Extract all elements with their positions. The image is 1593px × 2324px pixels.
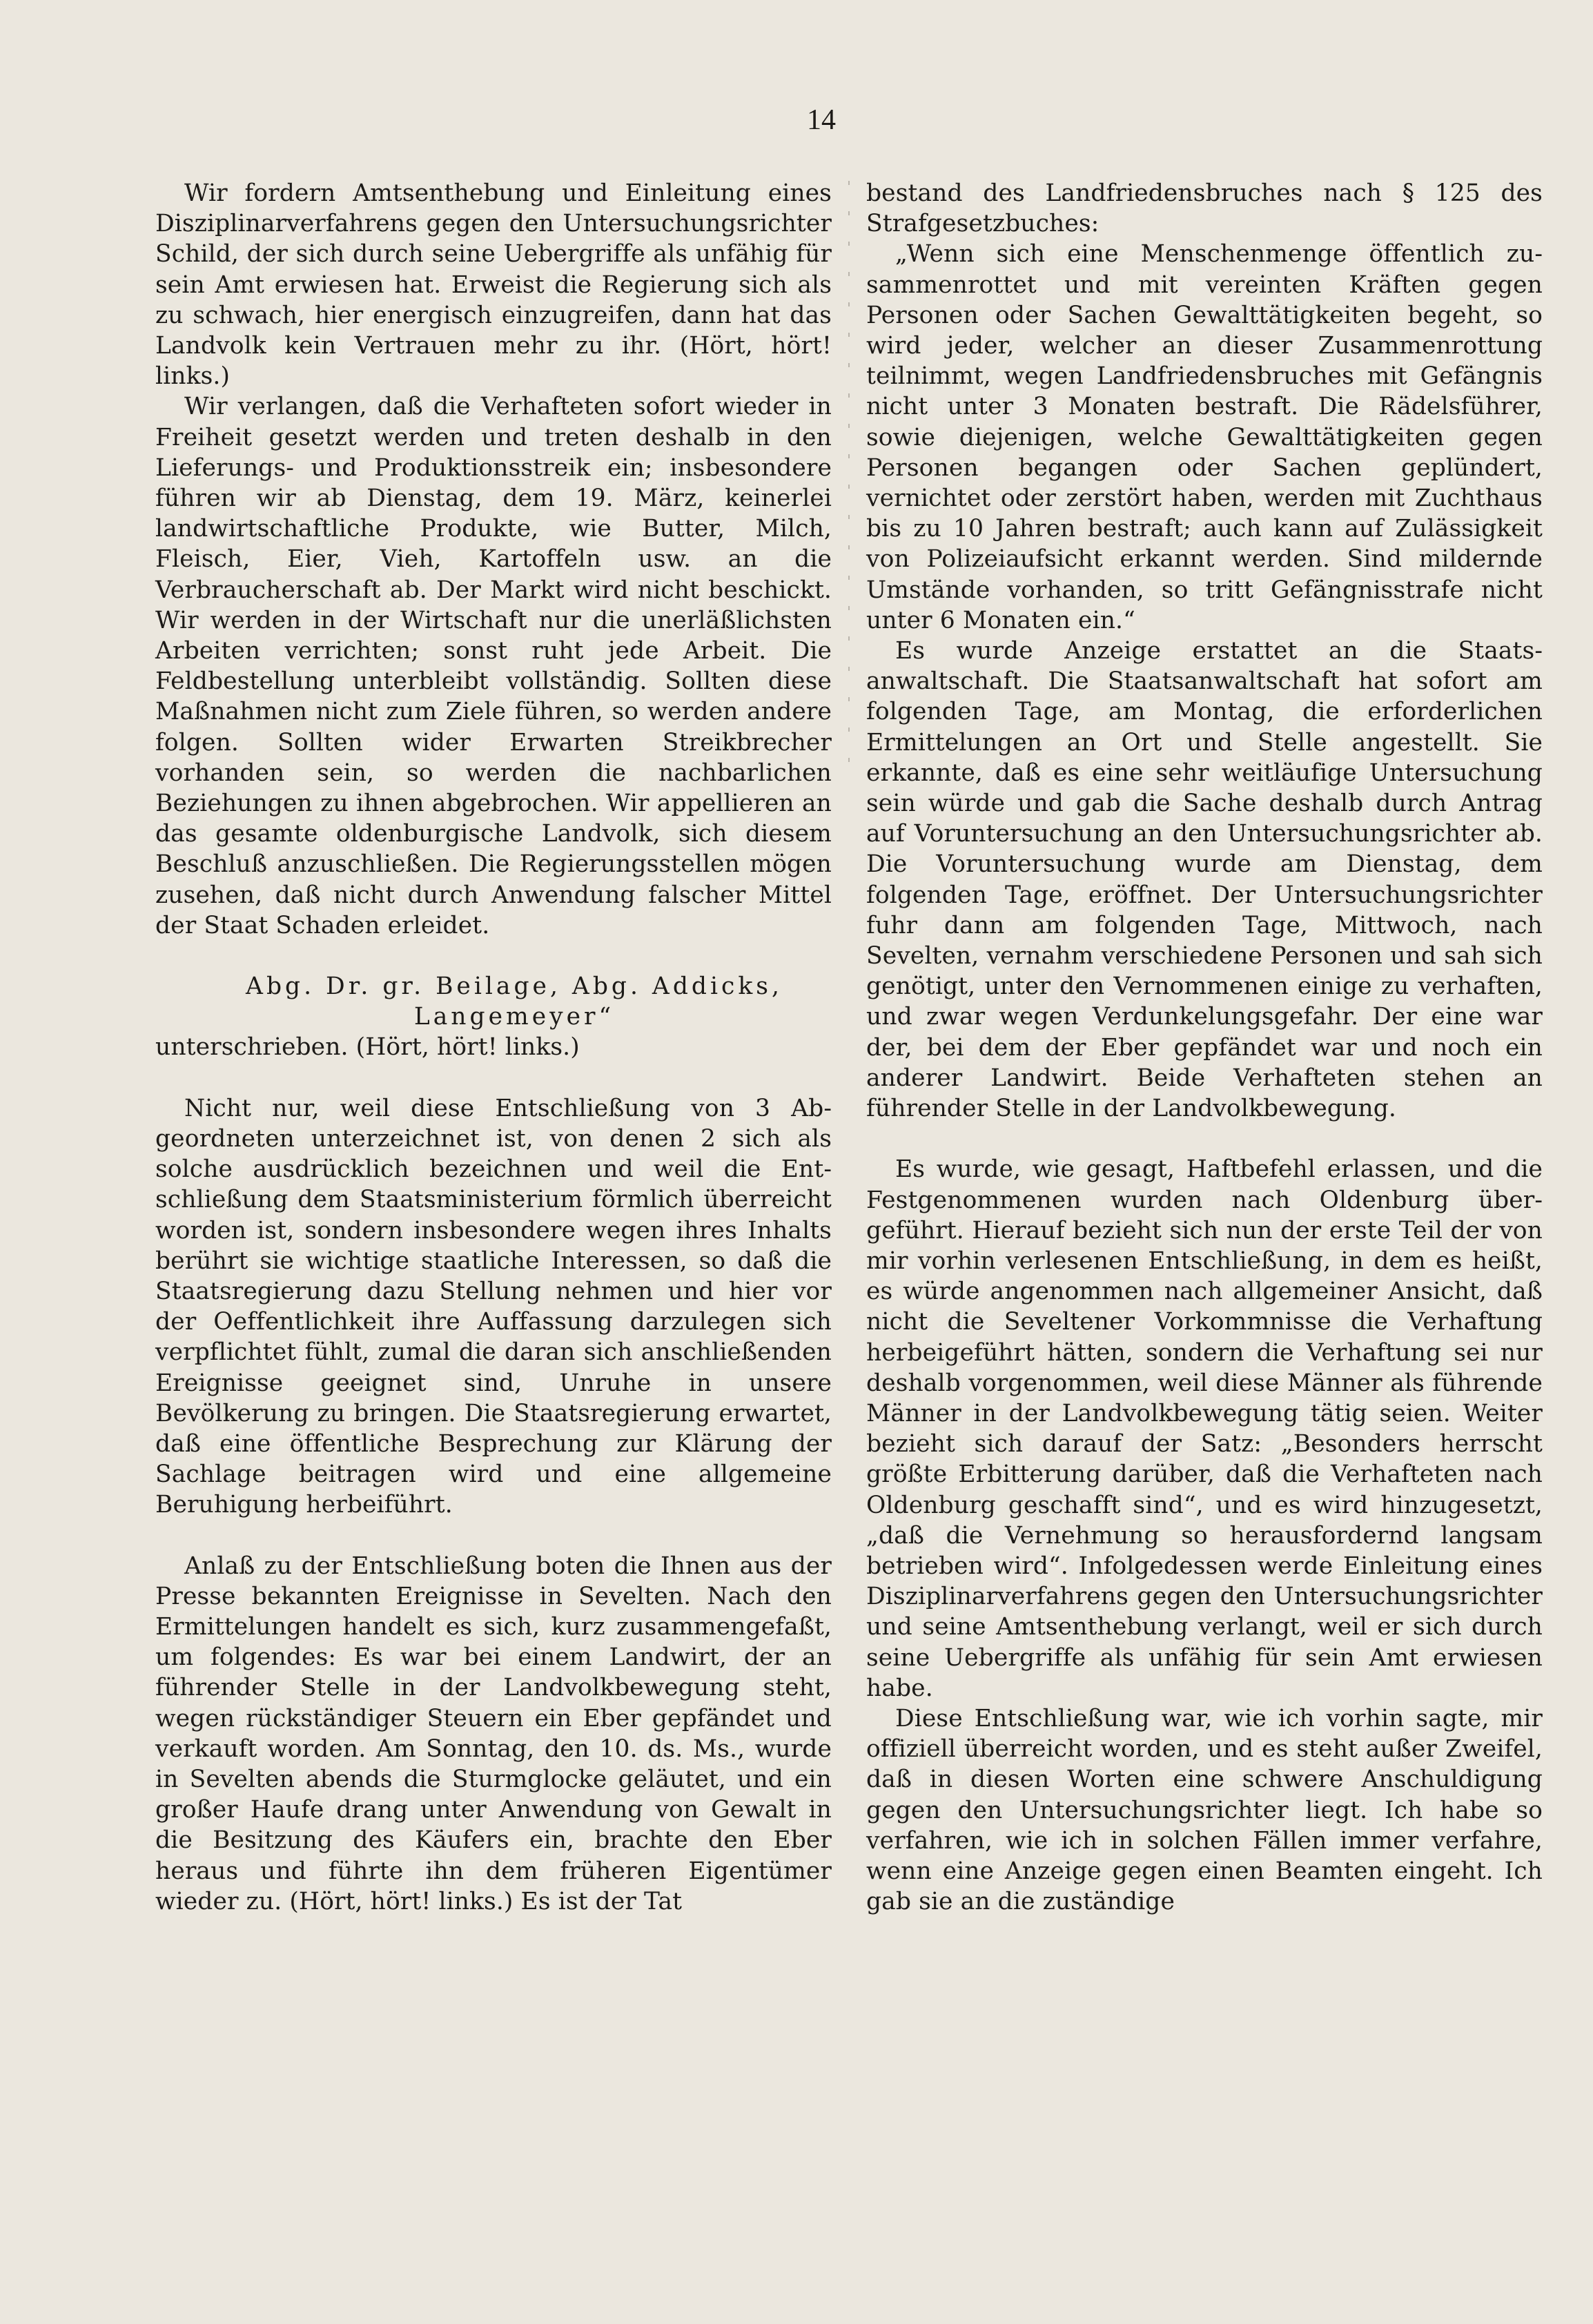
- right-paragraph-3: Es wurde Anzeige erstattet an die Staatsanwaltschaft. Die Staatsanwaltschaft hat sofort am folgenden Tage, am Montag, die erforderlichen Ermittelungen an Ort und Stelle angestellt. Sie erkannte, daß es eine sehr weitläufige Untersuchung sein würde und gab die Sache deshalb durch Antrag auf Voruntersuchung an den Untersuchungsrichter ab. Die Voruntersuchung wurde am Dienstag, dem folgenden Tage, eröffnet. Der Untersuchungsrichter fuhr dann am folgenden Tage, Mittwoch, nach Sevelten, vernahm verschiedene Personen und sah sich genötigt, unter den Vernommenen einige zu verhaften, und zwar wegen Verdunkelungsgefahr. Der eine war der, bei dem der Eber gepfändet war und noch ein anderer Landwirt. Beide Verhafteten stehen an führender Stelle in der Landvolkbewegung.: [866, 637, 1543, 1123]
- right-paragraph-1: bestand des Landfriedensbruches nach § 125 des Strafgesetzbuches:: [866, 179, 1543, 238]
- left-paragraph-3: unterschrieben. (Hört, hört! links.): [155, 1033, 580, 1062]
- left-paragraph-4: Nicht nur, weil diese Entschließung von 3 Abgeordneten unterzeichnet ist, von denen 2 sich als solche ausdrücklich bezeichnen und weil die Entschließung dem Staatsministerium förmlich überreicht worden ist, sondern insbesondere wegen ihres Inhalts berührt sie wichtige staatliche Interessen, so daß die Staatsregierung dazu Stellung nehmen und hier vor der Oeffentlichkeit ihre Auffassung darzulegen sich verpflichtet fühlt, zumal die daran sich anschließenden Ereignisse geeignet sind, Unruhe in unsere Bevölkerung zu bringen. Die Staatsregierung erwartet, daß eine öffentliche Besprechung zur Klärung der Sachlage beitragen wird und eine allgemeine Beruhigung herbeiführt.: [155, 1094, 832, 1519]
- right-paragraph-2: „Wenn sich eine Menschenmenge öffentlich zusammenrottet und mit vereinten Kräften gegen Personen oder Sachen Gewalttätigkeiten begeht, so wird jeder, welcher an dieser Zusammenrottung teilnimmt, wegen Landfriedensbruches mit Gefängnis nicht unter 3 Monaten bestraft. Die Rädelsführer, sowie diejenigen, welche Gewalttätigkeiten gegen Personen begangen oder Sachen geplündert, vernichtet oder zerstört haben, werden mit Zuchthaus bis zu 10 Jahren bestraft; auch kann auf Zulässigkeit von Polizeiaufsicht erkannt werden. Sind mildernde Umstände vorhanden, so tritt Gefängnisstrafe nicht unter 6 Monaten ein.“: [866, 240, 1543, 634]
- left-column: [155, 178, 832, 1917]
- right-paragraph-5: Diese Entschließung war, wie ich vorhin sagte, mir offiziell überreicht worden, und es steht außer Zweifel, daß in diesen Worten eine schwere Anschuldigung gegen den Untersuchungsrichter liegt. Ich habe so verfahren, wie ich in solchen Fällen immer verfahre, wenn eine Anzeige gegen einen Beamten eingeht. Ich gab sie an die zuständige: [866, 1704, 1543, 1916]
- left-paragraph-2: Wir verlangen, daß die Verhafteten sofort wieder in Freiheit gesetzt werden und treten deshalb in den Lieferungs- und Produktionsstreik ein; insbesondere führen wir ab Dienstag, dem 19. März, keinerlei landwirtschaftliche Produkte, wie Butter, Milch, Fleisch, Eier, Vieh, Kartoffeln usw. an die Verbraucherschaft ab. Der Markt wird nicht beschickt. Wir werden in der Wirtschaft nur die unerläßlichsten Arbeiten verrichten; sonst ruht jede Arbeit. Die Feldbestellung unterbleibt vollständig. Sollten diese Maßnahmen nicht zum Ziele führen, so werden andere folgen. Sollten wider Erwarten Streikbrecher vorhanden sein, so werden die nachbarlichen Beziehungen zu ihnen abgebrochen. Wir appellieren an das gesamte oldenburgische Landvolk, sich diesem Beschluß anzuschließen. Die Regierungsstellen mögen zusehen, daß nicht durch Anwendung falscher Mittel der Staat Schaden erleidet.: [155, 393, 832, 939]
- signature-line-1: Abg. Dr. gr. Beilage, Abg. Addicks,: [246, 973, 783, 1001]
- page-number: 14: [807, 104, 836, 136]
- left-paragraph-5: Anlaß zu der Entschließung boten die Ihnen aus der Presse bekannten Ereignisse in Sevelten. Nach den Ermittelungen handelt es sich, kurz zusammengefaßt, um folgendes: Es war bei einem Landwirt, der an führender Stelle in der Landvolkbewegung steht, wegen rückständiger Steuern ein Eber gepfändet und verkauft worden. Am Sonntag, den 10. ds. Ms., wurde in Sevelten abends die Sturmglocke geläutet, und ein großer Haufe drang unter Anwendung von Gewalt in die Besitzung des Käufers ein, brachte den Eber heraus und führte ihn dem früheren Eigentümer wieder zu. (Hört, hört! links.) Es ist der Tat: [155, 1552, 832, 1915]
- right-paragraph-4: Es wurde, wie gesagt, Haftbefehl erlassen, und die Festgenommenen wurden nach Oldenburg übergeführt. Hierauf bezieht sich nun der erste Teil der von mir vorhin verlesenen Entschließung, in dem es heißt, es würde angenommen nach allgemeiner Ansicht, daß nicht die Seveltener Vorkommnisse die Verhaftung herbeigeführt hätten, sondern die Verhaftung sei nur deshalb vorgenommen, weil diese Männer als führende Männer in der Landvolkbewegung tätig seien. Weiter bezieht sich darauf der Satz: „Besonders herrscht größte Erbitterung darüber, daß die Verhafteten nach Oldenburg geschafft sind“, und es wird hinzugesetzt, „daß die Vernehmung so herausfordernd langsam betrieben wird“. Infolgedessen werde Einleitung eines Disziplinarverfahrens gegen den Untersuchungsrichter und seine Amtsenthebung verlangt, weil er sich durch seine Uebergriffe als unfähig für sein Amt erwiesen habe.: [866, 1155, 1543, 1702]
- signature-block: [155, 971, 832, 1032]
- signature-line-2: Langemeyer“: [413, 1003, 615, 1031]
- column-divider: [848, 181, 850, 774]
- left-paragraph-1: Wir fordern Amtsenthebung und Einleitung eines Disziplinarverfahrens gegen den Untersuchungsrichter Schild, der sich durch seine Uebergriffe als unfähig für sein Amt erwiesen hat. Erweist die Regierung sich als zu schwach, hier energisch einzugreifen, dann hat das Landvolk kein Vertrauen mehr zu ihr. (Hört, hört! links.): [155, 179, 832, 391]
- right-column: [866, 178, 1543, 1917]
